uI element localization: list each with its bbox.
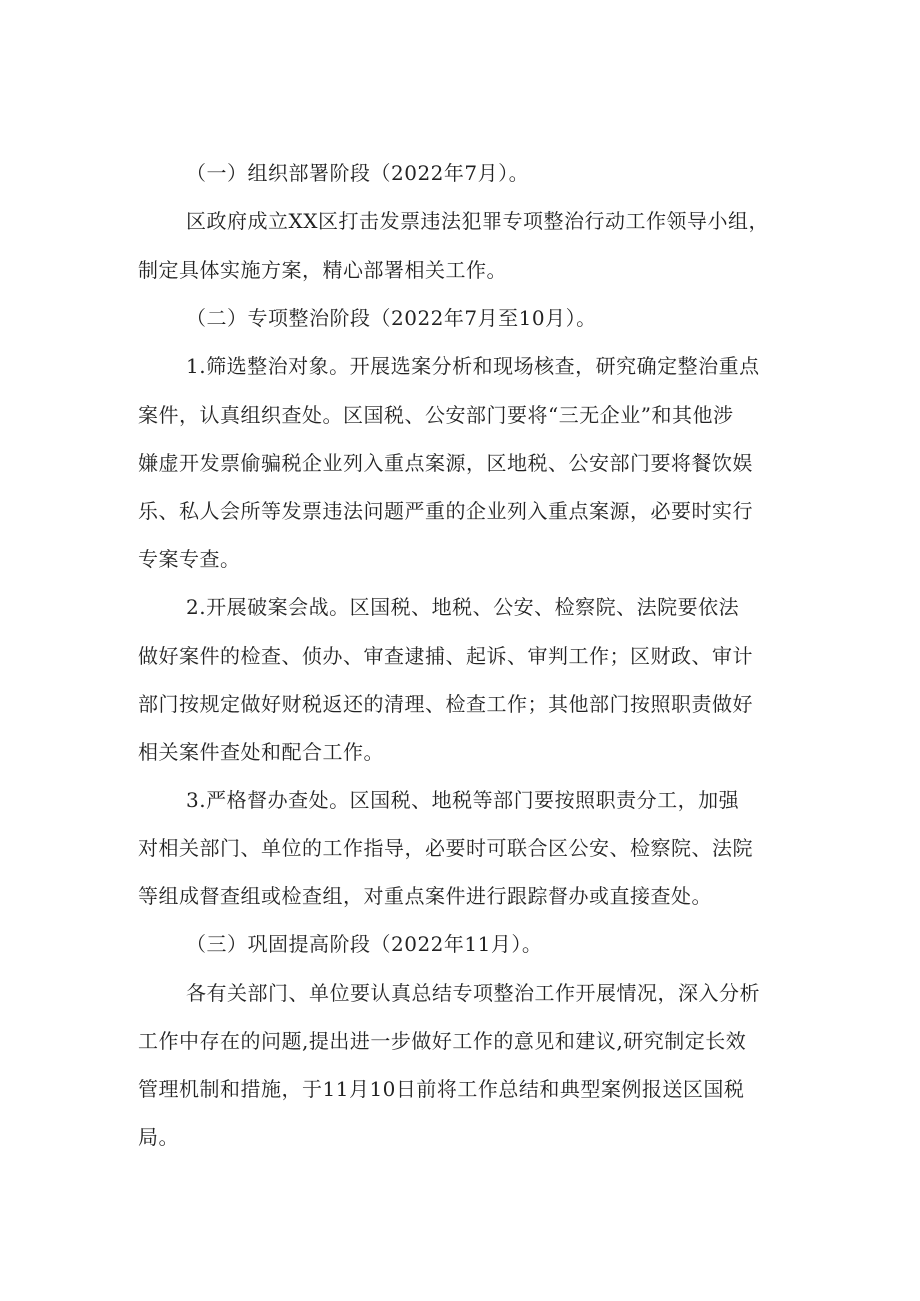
paragraph-line: 1.筛选整治对象。开展选案分析和现场核查，研究确定整治重点 [186, 354, 760, 378]
section-heading-3: （三）巩固提高阶段（2022年11月）。 [186, 932, 543, 956]
paragraph-line: 局。 [138, 1125, 179, 1149]
paragraph-line: 相关案件查处和配合工作。 [138, 740, 384, 764]
paragraph-line: 工作中存在的问题,提出进一步做好工作的意见和建议,研究制定长效 [138, 1029, 747, 1053]
paragraph-line: 各有关部门、单位要认真总结专项整治工作开展情况，深入分析 [186, 981, 760, 1005]
section-heading-1: （一）组织部署阶段（2022年7月）。 [186, 161, 530, 185]
paragraph-line: 做好案件的检查、侦办、审查逮捕、起诉、审判工作；区财政、审计 [138, 644, 753, 668]
paragraph-line: 制定具体实施方案，精心部署相关工作。 [138, 258, 507, 282]
paragraph-line: 部门按规定做好财税返还的清理、检查工作；其他部门按照职责做好 [138, 692, 753, 716]
paragraph-line: 案件，认真组织查处。区国税、公安部门要将“三无企业”和其他涉 [138, 403, 734, 427]
paragraph-line: 区政府成立XX区打击发票违法犯罪专项整治行动工作领导小组， [186, 209, 769, 233]
paragraph-line: 2.开展破案会战。区国税、地税、公安、检察院、法院要依法 [186, 595, 740, 619]
paragraph-line: 乐、私人会所等发票违法问题严重的企业列入重点案源，必要时实行 [138, 499, 753, 523]
paragraph-line: 等组成督查组或检查组，对重点案件进行跟踪督办或直接查处。 [138, 884, 712, 908]
paragraph-line: 3.严格督办查处。区国税、地税等部门要按照职责分工，加强 [186, 788, 740, 812]
paragraph-line: 对相关部门、单位的工作指导，必要时可联合区公安、检察院、法院 [138, 836, 753, 860]
section-heading-2: （二）专项整治阶段（2022年7月至10月）。 [186, 306, 597, 330]
paragraph-line: 嫌虚开发票偷骗税企业列入重点案源，区地税、公安部门要将餐饮娱 [138, 451, 753, 475]
paragraph-line: 管理机制和措施，于11月10日前将工作总结和典型案例报送区国税 [138, 1077, 745, 1101]
paragraph-line: 专案专查。 [138, 547, 241, 571]
